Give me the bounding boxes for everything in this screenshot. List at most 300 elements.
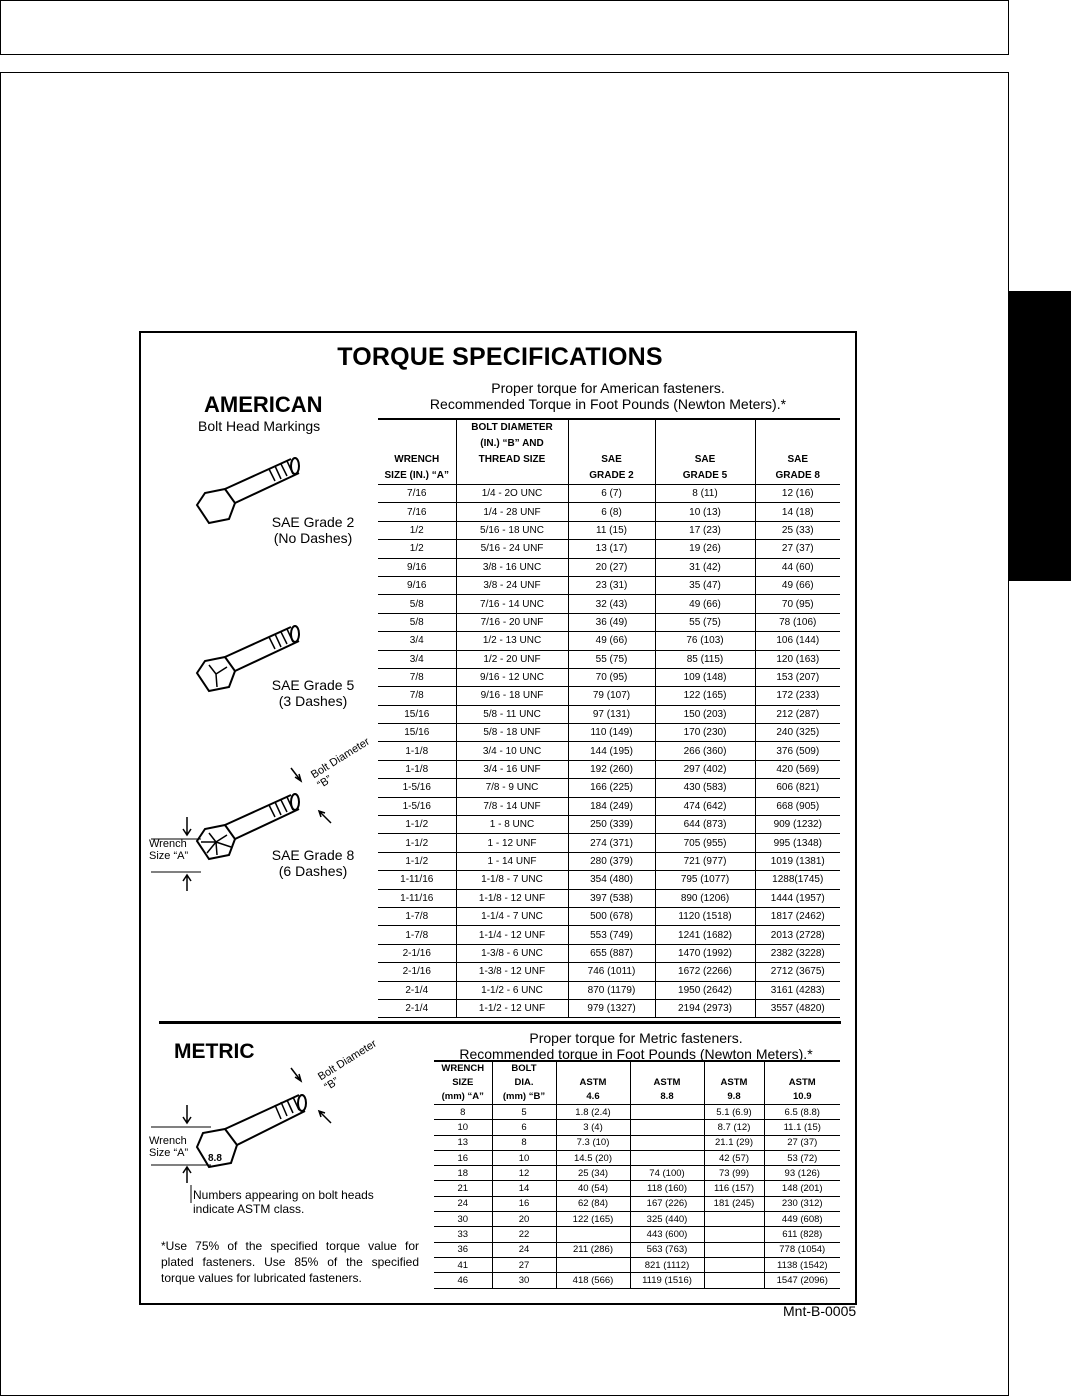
metric-header-cell [764, 1061, 840, 1105]
table-row [378, 650, 840, 668]
american-cell: 7/8 - 9 UNC [456, 779, 568, 797]
american-header-line: SIZE (IN.) “A” [384, 470, 449, 481]
american-cell: 890 (1206) [655, 889, 755, 907]
american-cell: 5/8 - 18 UNF [456, 724, 568, 742]
american-cell: 1/2 - 20 UNF [456, 650, 568, 668]
metric-cell: 3 (4) [556, 1120, 630, 1135]
grade8-detail: (6 Dashes) [278, 863, 348, 879]
american-cell: 11 (15) [568, 521, 655, 539]
metric-torque-table [434, 1060, 840, 1289]
metric-cell: 42 (57) [704, 1150, 764, 1165]
american-cell: 3/4 [378, 650, 456, 668]
american-cell: 144 (195) [568, 742, 655, 760]
metric-cell: 6 [492, 1120, 556, 1135]
american-cell: 5/8 - 11 UNC [456, 705, 568, 723]
metric-cell: 325 (440) [630, 1212, 704, 1227]
american-cell: 8 (11) [655, 485, 755, 503]
wrench-label-line2: Size “A” [149, 850, 189, 862]
american-cell: 606 (821) [755, 779, 840, 797]
american-cell: 79 (107) [568, 687, 655, 705]
table-row [378, 705, 840, 723]
metric-cell: 443 (600) [630, 1227, 704, 1242]
table-row [434, 1273, 840, 1288]
american-cell: 2-1/4 [378, 999, 456, 1017]
american-cell: 78 (106) [755, 613, 840, 631]
metric-header-line: ASTM [653, 1077, 681, 1088]
american-intro [377, 380, 839, 412]
american-cell: 1-1/2 - 6 UNC [456, 981, 568, 999]
metric-intro [433, 1030, 839, 1062]
american-cell: 655 (887) [568, 944, 655, 962]
american-torque-table [378, 418, 840, 1018]
american-cell: 705 (955) [655, 834, 755, 852]
metric-cell: 12 [492, 1166, 556, 1181]
table-row [378, 834, 840, 852]
american-cell: 1-7/8 [378, 907, 456, 925]
american-cell: 3/8 - 24 UNF [456, 576, 568, 594]
american-cell: 7/8 [378, 687, 456, 705]
american-cell: 1-1/8 - 7 UNC [456, 871, 568, 889]
american-header-line [380, 420, 454, 436]
grade2-caption [253, 514, 373, 546]
metric-cell: 418 (566) [556, 1273, 630, 1288]
american-header-line: GRADE 5 [682, 470, 728, 481]
american-cell: 76 (103) [655, 632, 755, 650]
metric-header-line [557, 1062, 630, 1076]
american-cell: 97 (131) [568, 705, 655, 723]
american-cell: 14 (18) [755, 503, 840, 521]
american-cell: 1/4 - 2O UNC [456, 485, 568, 503]
grade2-detail: (No Dashes) [273, 530, 353, 546]
american-cell: 1/2 - 13 UNC [456, 632, 568, 650]
metric-header-line: 4.6 [586, 1091, 600, 1102]
american-cell: 7/8 [378, 668, 456, 686]
american-intro-line2: Recommended Torque in Foot Pounds (Newton Meters).* [429, 396, 787, 412]
american-cell: 354 (480) [568, 871, 655, 889]
bolt-diameter-label-metric: Bolt Diameter “B” [316, 1037, 379, 1094]
american-cell: 2-1/4 [378, 981, 456, 999]
metric-cell: 11.1 (15) [764, 1120, 840, 1135]
american-cell: 55 (75) [568, 650, 655, 668]
american-cell: 109 (148) [655, 668, 755, 686]
metric-intro-line2: Recommended torque in Foot Pounds (Newton Meters).* [459, 1046, 813, 1062]
american-cell: 172 (233) [755, 687, 840, 705]
metric-cell: 211 (286) [556, 1242, 630, 1257]
wrench-label-line1: Wrench [149, 838, 187, 850]
american-cell: 1-1/2 [378, 816, 456, 834]
table-row [378, 521, 840, 539]
metric-cell: 116 (157) [704, 1181, 764, 1196]
american-cell: 192 (260) [568, 760, 655, 778]
metric-cell: 611 (828) [764, 1227, 840, 1242]
american-header-line [758, 436, 839, 452]
metric-cell: 8 [434, 1105, 492, 1120]
american-cell: 721 (977) [655, 852, 755, 870]
metric-cell [630, 1105, 704, 1120]
metric-cell: 27 (37) [764, 1135, 840, 1150]
table-row [434, 1166, 840, 1181]
american-header-line [459, 468, 566, 484]
table-row [378, 816, 840, 834]
american-header-line [380, 436, 454, 452]
american-cell: 1 - 12 UNF [456, 834, 568, 852]
american-cell: 1-1/4 - 12 UNF [456, 926, 568, 944]
american-header-line: THREAD SIZE [478, 454, 546, 465]
american-cell: 49 (66) [755, 576, 840, 594]
table-row [378, 724, 840, 742]
american-cell: 3/4 [378, 632, 456, 650]
metric-cell: 14 [492, 1181, 556, 1196]
metric-header-line: ASTM [720, 1077, 748, 1088]
metric-cell: 16 [434, 1150, 492, 1165]
metric-cell: 73 (99) [704, 1166, 764, 1181]
american-heading: AMERICAN [204, 392, 323, 417]
american-cell: 3/8 - 16 UNC [456, 558, 568, 576]
american-cell: 49 (66) [568, 632, 655, 650]
american-cell: 2712 (3675) [755, 963, 840, 981]
metric-cell: 14.5 (20) [556, 1150, 630, 1165]
american-cell: 1-1/8 [378, 742, 456, 760]
metric-cell: 821 (1112) [630, 1257, 704, 1272]
american-cell: 15/16 [378, 724, 456, 742]
metric-cell: 5 [492, 1105, 556, 1120]
metric-cell: 24 [434, 1196, 492, 1211]
metric-cell: 230 (312) [764, 1196, 840, 1211]
metric-cell: 118 (160) [630, 1181, 704, 1196]
grade5-caption [253, 677, 373, 709]
american-cell: 9/16 - 18 UNF [456, 687, 568, 705]
american-cell: 1672 (2266) [655, 963, 755, 981]
table-row [378, 540, 840, 558]
american-cell: 1-11/16 [378, 871, 456, 889]
table-row [378, 595, 840, 613]
american-cell: 1-1/2 - 12 UNF [456, 999, 568, 1017]
table-row [434, 1242, 840, 1257]
american-cell: 1-1/4 - 7 UNC [456, 907, 568, 925]
metric-cell: 62 (84) [556, 1196, 630, 1211]
metric-header-cell [556, 1061, 630, 1105]
american-cell: 1444 (1957) [755, 889, 840, 907]
metric-cell: 24 [492, 1242, 556, 1257]
wrench-size-label-metric [149, 1135, 188, 1159]
torque-spec-figure [139, 331, 857, 1305]
american-cell: 27 (37) [755, 540, 840, 558]
american-cell: 85 (115) [655, 650, 755, 668]
metric-cell [704, 1242, 764, 1257]
plated-lubricated-footnote: *Use 75% of the specified torque value for plated fasteners. Use 85% of the specified torque values for lubricated fasteners. [161, 1239, 419, 1285]
metric-cell: 122 (165) [556, 1212, 630, 1227]
metric-cell: 40 (54) [556, 1181, 630, 1196]
table-row [378, 503, 840, 521]
metric-header-line: (mm) “B” [502, 1091, 546, 1102]
american-header-line: GRADE 2 [589, 470, 634, 481]
metric-cell: 30 [434, 1212, 492, 1227]
metric-cell: 93 (126) [764, 1166, 840, 1181]
metric-cell: 10 [434, 1120, 492, 1135]
american-cell: 49 (66) [655, 595, 755, 613]
metric-header-line: (mm) “A” [441, 1091, 484, 1102]
american-cell: 9/16 - 12 UNC [456, 668, 568, 686]
section-divider [159, 1021, 841, 1024]
american-cell: 979 (1327) [568, 999, 655, 1017]
american-cell: 2194 (2973) [655, 999, 755, 1017]
metric-header-line [631, 1062, 704, 1076]
american-cell: 1470 (1992) [655, 944, 755, 962]
metric-header-cell [630, 1061, 704, 1105]
metric-cell: 21.1 (29) [704, 1135, 764, 1150]
american-cell: 17 (23) [655, 521, 755, 539]
american-header-cell [655, 419, 755, 485]
american-cell: 474 (642) [655, 797, 755, 815]
metric-cell: 13 [434, 1135, 492, 1150]
table-row [434, 1196, 840, 1211]
metric-cell [630, 1150, 704, 1165]
american-table-body [378, 485, 840, 1018]
metric-header-line: SIZE [452, 1077, 474, 1088]
american-cell: 55 (75) [655, 613, 755, 631]
american-cell: 6 (8) [568, 503, 655, 521]
bolt-diameter-label-american: Bolt Diameter “B” [309, 735, 372, 792]
grade5-name: SAE Grade 5 [271, 677, 355, 693]
american-cell: 297 (402) [655, 760, 755, 778]
metric-header-line: BOLT [511, 1063, 537, 1074]
metric-cell: 41 [434, 1257, 492, 1272]
table-row [434, 1135, 840, 1150]
american-header-row [378, 419, 840, 485]
table-row [434, 1120, 840, 1135]
american-cell: 274 (371) [568, 834, 655, 852]
metric-cell: 8 [492, 1135, 556, 1150]
astm-class-note: Numbers appearing on bolt heads indicate ASTM class. [193, 1188, 374, 1216]
metric-intro-line1: Proper torque for Metric fasteners. [529, 1030, 743, 1046]
american-cell: 240 (325) [755, 724, 840, 742]
table-row [434, 1212, 840, 1227]
american-cell: 1-1/2 [378, 852, 456, 870]
american-cell: 184 (249) [568, 797, 655, 815]
table-row [378, 632, 840, 650]
american-cell: 1-1/2 [378, 834, 456, 852]
table-row [434, 1257, 840, 1272]
american-header-cell [378, 419, 456, 485]
table-row [378, 742, 840, 760]
metric-cell: 18 [434, 1166, 492, 1181]
metric-cell: 1138 (1542) [764, 1257, 840, 1272]
american-header-line [571, 436, 653, 452]
american-cell: 420 (569) [755, 760, 840, 778]
table-row [378, 944, 840, 962]
figure-code: Mnt-B-0005 [783, 1303, 857, 1319]
metric-cell: 181 (245) [704, 1196, 764, 1211]
metric-cell: 30 [492, 1273, 556, 1288]
american-cell: 1817 (2462) [755, 907, 840, 925]
table-row [378, 797, 840, 815]
table-row [378, 485, 840, 503]
metric-cell [556, 1257, 630, 1272]
american-cell: 1950 (2642) [655, 981, 755, 999]
metric-header-line [765, 1062, 841, 1076]
table-row [434, 1150, 840, 1165]
american-header-line: GRADE 8 [775, 470, 820, 481]
metric-cell: 21 [434, 1181, 492, 1196]
metric-cell [704, 1212, 764, 1227]
metric-wrench-line2: Size “A” [149, 1147, 189, 1159]
metric-header-cell [434, 1061, 492, 1105]
american-header-line: WRENCH [394, 454, 440, 465]
metric-table-body [434, 1105, 840, 1289]
american-cell: 1 - 14 UNF [456, 852, 568, 870]
table-row [378, 926, 840, 944]
bottom-rule [446, 1303, 546, 1304]
metric-cell: 563 (763) [630, 1242, 704, 1257]
table-row [378, 779, 840, 797]
american-cell: 266 (360) [655, 742, 755, 760]
metric-header-cell [704, 1061, 764, 1105]
american-cell: 13 (17) [568, 540, 655, 558]
table-row [378, 558, 840, 576]
american-cell: 1-5/16 [378, 779, 456, 797]
american-cell: 23 (31) [568, 576, 655, 594]
metric-header-line: 8.8 [660, 1091, 674, 1102]
american-cell: 746 (1011) [568, 963, 655, 981]
american-cell: 106 (144) [755, 632, 840, 650]
american-cell: 644 (873) [655, 816, 755, 834]
american-cell: 5/16 - 18 UNC [456, 521, 568, 539]
american-cell: 1019 (1381) [755, 852, 840, 870]
american-cell: 110 (149) [568, 724, 655, 742]
american-cell: 170 (230) [655, 724, 755, 742]
metric-cell: 36 [434, 1242, 492, 1257]
american-cell: 995 (1348) [755, 834, 840, 852]
american-cell: 2-1/16 [378, 944, 456, 962]
table-row [378, 999, 840, 1017]
bolt-head-markings-label: Bolt Head Markings [198, 418, 321, 434]
metric-cell [704, 1227, 764, 1242]
american-cell: 31 (42) [655, 558, 755, 576]
american-cell: 120 (163) [755, 650, 840, 668]
section-tab [1009, 291, 1071, 581]
table-row [378, 963, 840, 981]
table-row [378, 889, 840, 907]
american-cell: 1-11/16 [378, 889, 456, 907]
american-cell: 9/16 [378, 576, 456, 594]
metric-cell: 74 (100) [630, 1166, 704, 1181]
table-row [378, 576, 840, 594]
american-cell: 19 (26) [655, 540, 755, 558]
grade8-name: SAE Grade 8 [271, 847, 355, 863]
metric-cell [704, 1257, 764, 1272]
metric-cell [630, 1120, 704, 1135]
american-cell: 12 (16) [755, 485, 840, 503]
american-header-line [571, 420, 653, 436]
american-header-line: SAE [601, 454, 622, 465]
american-cell: 1/2 [378, 540, 456, 558]
american-cell: 430 (583) [655, 779, 755, 797]
table-row [434, 1227, 840, 1242]
table-row [434, 1181, 840, 1196]
american-header-line [658, 436, 753, 452]
metric-header-row [434, 1061, 840, 1105]
american-cell: 44 (60) [755, 558, 840, 576]
american-header-line: BOLT DIAMETER [471, 422, 553, 433]
american-cell: 500 (678) [568, 907, 655, 925]
metric-header-line: WRENCH [441, 1063, 485, 1074]
grade5-detail: (3 Dashes) [278, 693, 348, 709]
american-cell: 1120 (1518) [655, 907, 755, 925]
american-cell: 7/16 - 20 UNF [456, 613, 568, 631]
metric-header-line: ASTM [788, 1077, 816, 1088]
metric-cell: 33 [434, 1227, 492, 1242]
table-row [378, 871, 840, 889]
american-cell: 1-1/8 [378, 760, 456, 778]
american-cell: 3557 (4820) [755, 999, 840, 1017]
figure-title: TORQUE SPECIFICATIONS [337, 343, 663, 371]
american-cell: 70 (95) [568, 668, 655, 686]
metric-cell: 6.5 (8.8) [764, 1105, 840, 1120]
american-cell: 15/16 [378, 705, 456, 723]
american-cell: 397 (538) [568, 889, 655, 907]
metric-cell: 25 (34) [556, 1166, 630, 1181]
american-cell: 150 (203) [655, 705, 755, 723]
american-cell: 1241 (1682) [655, 926, 755, 944]
american-cell: 1/2 [378, 521, 456, 539]
american-cell: 122 (165) [655, 687, 755, 705]
metric-cell: 7.3 (10) [556, 1135, 630, 1150]
american-cell: 5/16 - 24 UNF [456, 540, 568, 558]
american-cell: 3/4 - 16 UNF [456, 760, 568, 778]
metric-head-class-label: 8.8 [208, 1153, 222, 1164]
american-cell: 212 (287) [755, 705, 840, 723]
metric-cell: 1547 (2096) [764, 1273, 840, 1288]
metric-cell [704, 1273, 764, 1288]
american-header-line: SAE [694, 454, 716, 465]
metric-header-line: DIA. [514, 1077, 534, 1088]
metric-cell: 1119 (1516) [630, 1273, 704, 1288]
grade2-name: SAE Grade 2 [271, 514, 355, 530]
metric-cell [630, 1135, 704, 1150]
metric-cell: 27 [492, 1257, 556, 1272]
american-cell: 1-5/16 [378, 797, 456, 815]
metric-cell: 167 (226) [630, 1196, 704, 1211]
american-cell: 7/16 [378, 485, 456, 503]
american-cell: 1-1/8 - 12 UNF [456, 889, 568, 907]
american-cell: 32 (43) [568, 595, 655, 613]
table-row [378, 613, 840, 631]
metric-header-line [705, 1062, 764, 1076]
american-cell: 870 (1179) [568, 981, 655, 999]
bolt-metric-icon [141, 1053, 341, 1193]
metric-cell: 1.8 (2.4) [556, 1105, 630, 1120]
american-cell: 70 (95) [755, 595, 840, 613]
american-cell: 1 - 8 UNC [456, 816, 568, 834]
american-header-line: SAE [787, 454, 809, 465]
metric-header-cell [492, 1061, 556, 1105]
metric-cell: 778 (1054) [764, 1242, 840, 1257]
american-cell: 2013 (2728) [755, 926, 840, 944]
american-cell: 795 (1077) [655, 871, 755, 889]
table-row [378, 760, 840, 778]
american-cell: 3/4 - 10 UNC [456, 742, 568, 760]
metric-cell: 53 (72) [764, 1150, 840, 1165]
american-cell: 280 (379) [568, 852, 655, 870]
american-header-cell [456, 419, 568, 485]
american-cell: 1-3/8 - 6 UNC [456, 944, 568, 962]
american-cell: 2-1/16 [378, 963, 456, 981]
metric-cell: 5.1 (6.9) [704, 1105, 764, 1120]
american-cell: 20 (27) [568, 558, 655, 576]
american-cell: 9/16 [378, 558, 456, 576]
table-row [378, 981, 840, 999]
american-cell: 7/8 - 14 UNF [456, 797, 568, 815]
